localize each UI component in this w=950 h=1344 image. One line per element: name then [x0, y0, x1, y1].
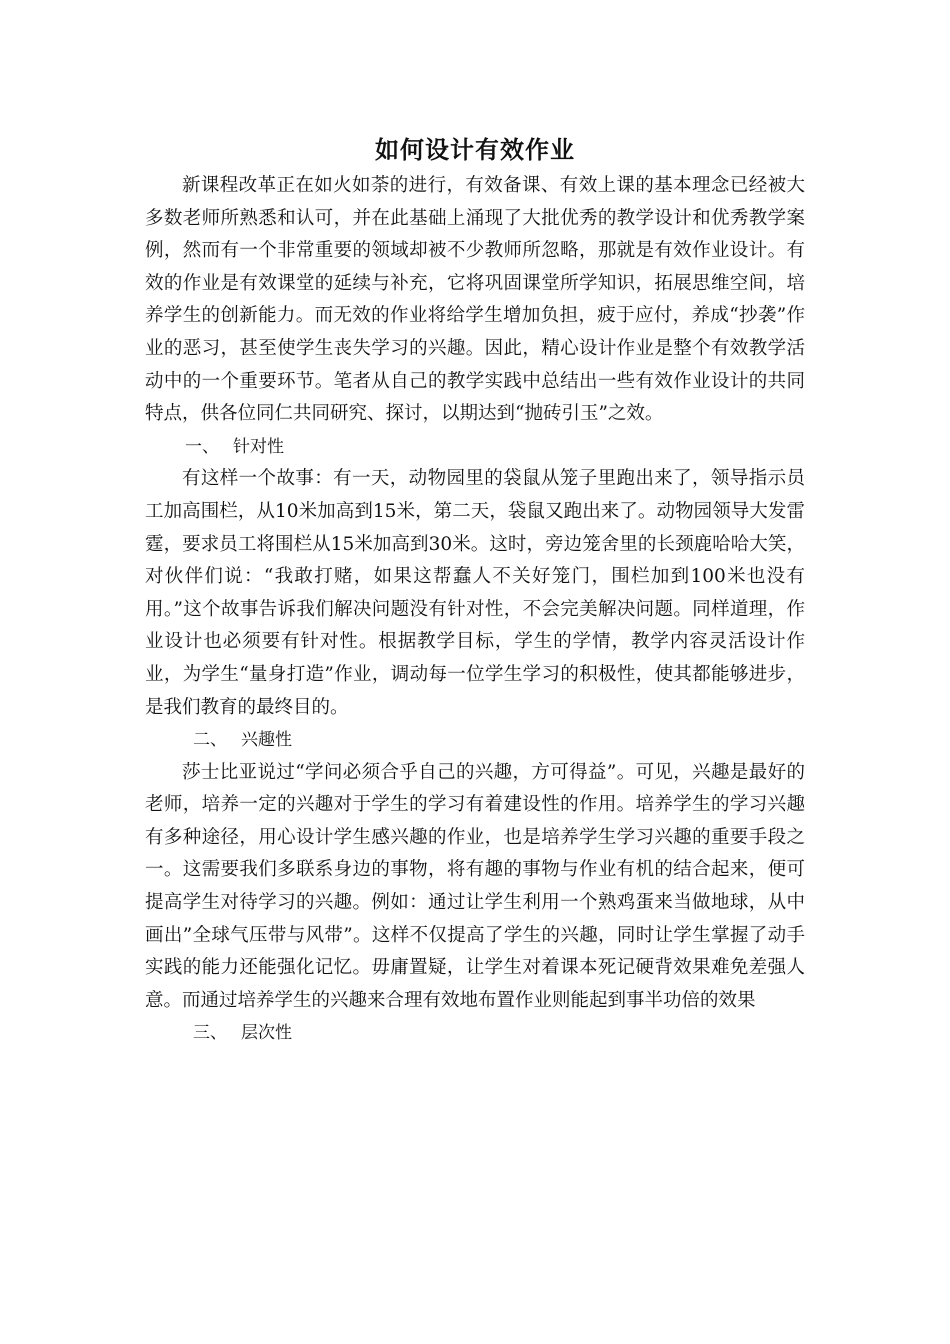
section-number-1: 一、	[185, 436, 219, 457]
section-number-2: 二、	[193, 730, 227, 751]
document-body	[145, 170, 805, 1050]
section-paragraph-1: 有这样一个故事：有一天，动物园里的袋鼠从笼子里跑出来了，领导指示员工加高围栏，从10米加高到15米，第二天，袋鼠又跑出来了。动物园领导大发雷霆，要求员工将围栏从15米加高到30米。这时，旁边笼舍里的长颈鹿哈哈大笑，对伙伴们说：“我敢打赌，如果这帮蠢人不关好笼门，围栏加到100米也没有用。”这个故事告诉我们解决问题没有针对性，不会完美解决问题。同样道理，作业设计也必须要有针对性。根据教学目标，学生的学情，教学内容灵活设计作业，为学生“量身打造”作业，调动每一位学生学习的积极性，使其都能够进步，是我们教育的最终目的。	[145, 468, 805, 718]
intro-paragraph: 新课程改革正在如火如荼的进行，有效备课、有效上课的基本理念已经被大多数老师所熟悉和认可，并在此基础上涌现了大批优秀的教学设计和优秀教学案例，然而有一个非常重要的领域却被不少教师所忽略，那就是有效作业设计。有效的作业是有效课堂的延续与补充，它将巩固课堂所学知识，拓展思维空间，培养学生的创新能力。而无效的作业将给学生增加负担，疲于应付，养成“抄袭”作业的恶习，甚至使学生丧失学习的兴趣。因此，精心设计作业是整个有效教学活动中的一个重要环节。笔者从自己的教学实践中总结出一些有效作业设计的共同特点，供各位同仁共同研究、探讨，以期达到“抛砖引玉”之效。	[145, 175, 805, 425]
section-heading-1	[145, 431, 805, 464]
section-title-1: 针对性	[233, 436, 284, 457]
section-number-3: 三、	[193, 1023, 227, 1044]
section-title-2: 兴趣性	[241, 730, 292, 751]
section-heading-2	[145, 724, 805, 757]
page-title: 如何设计有效作业	[375, 135, 575, 164]
section-heading-3	[145, 1017, 805, 1050]
section-title-3: 层次性	[241, 1023, 292, 1044]
section-paragraph-2: 莎士比亚说过“学问必须合乎自己的兴趣，方可得益”。可见，兴趣是最好的老师，培养一定的兴趣对于学生的学习有着建设性的作用。培养学生的学习兴趣有多种途径，用心设计学生感兴趣的作业，也是培养学生学习兴趣的重要手段之一。这需要我们多联系身边的事物，将有趣的事物与作业有机的结合起来，便可提高学生对待学习的兴趣。例如：通过让学生利用一个熟鸡蛋来当做地球，从中画出”全球气压带与风带”。这样不仅提高了学生的兴趣，同时让学生掌握了动手实践的能力还能强化记忆。毋庸置疑，让学生对着课本死记硬背效果难免差强人意。而通过培养学生的兴趣来合理有效地布置作业则能起到事半功倍的效果	[145, 761, 805, 1011]
